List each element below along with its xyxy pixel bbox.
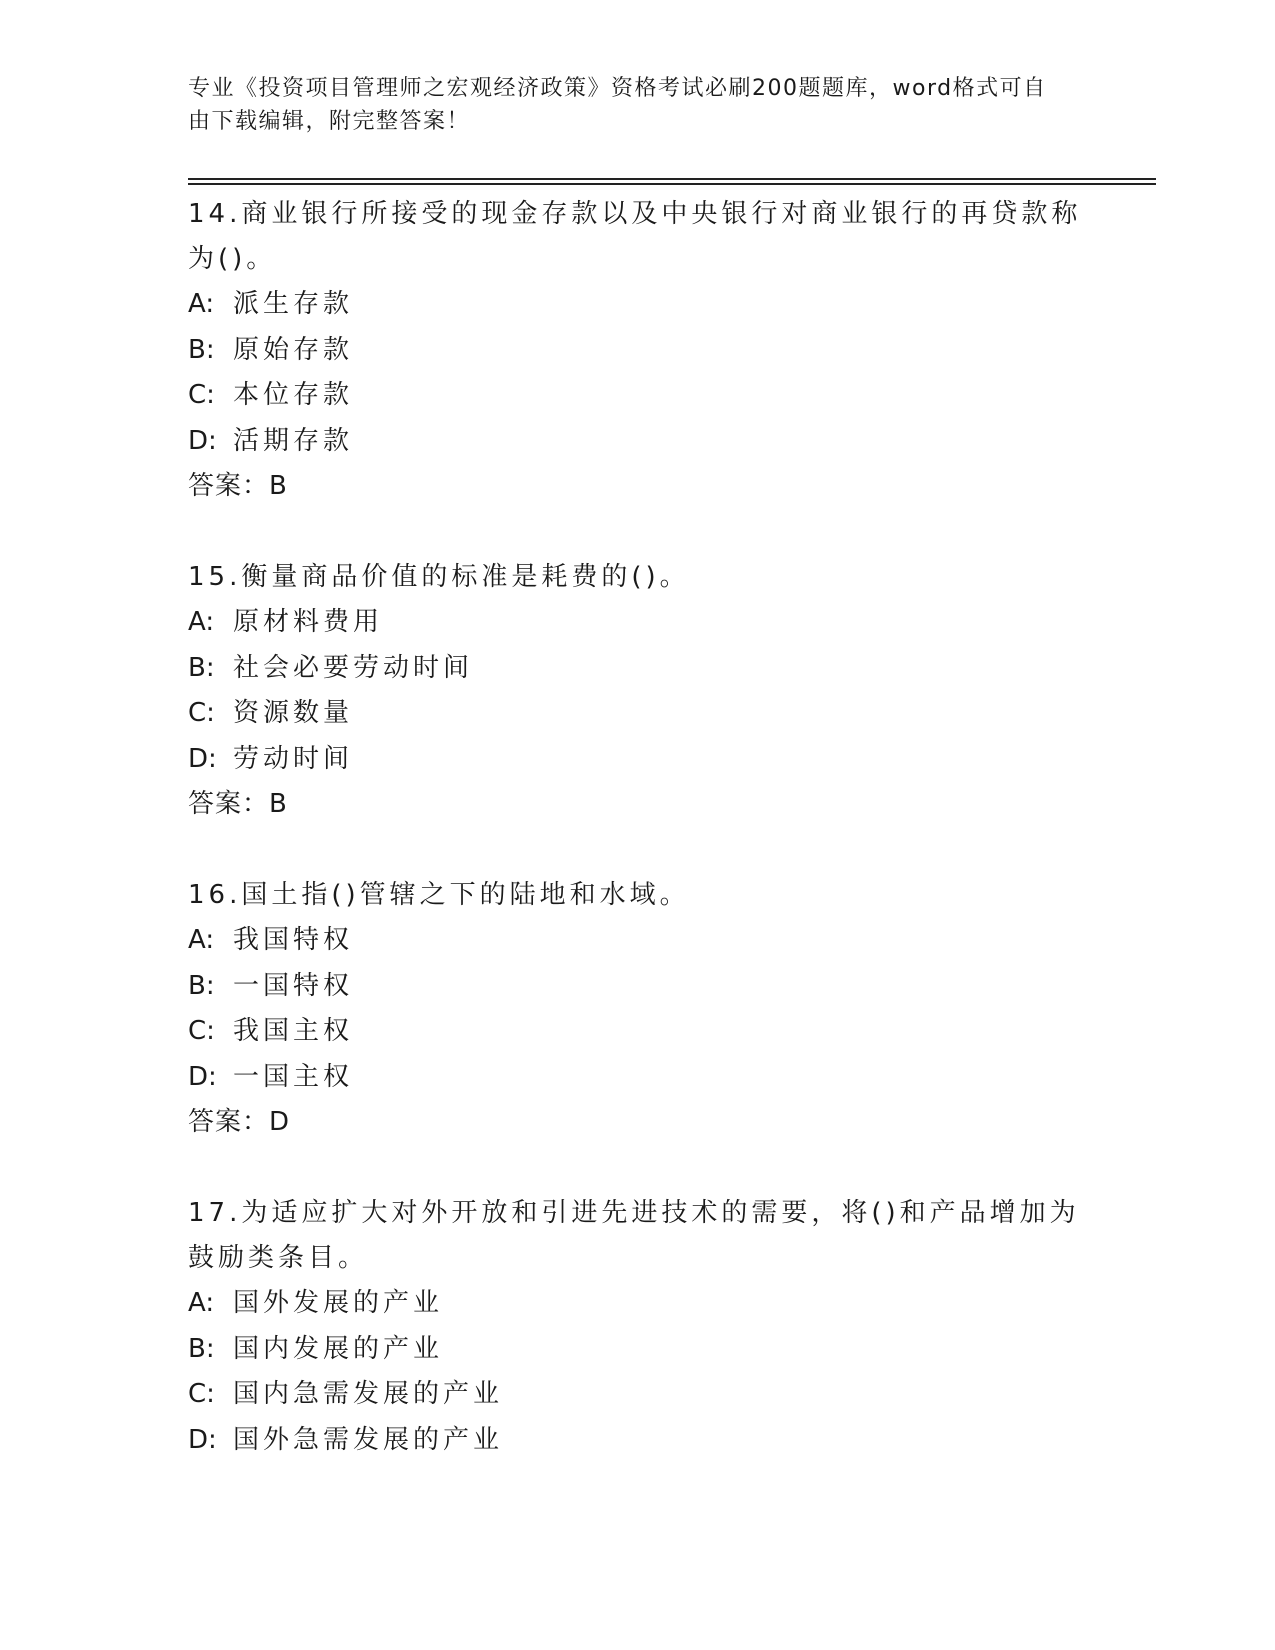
option-letter: C: bbox=[188, 698, 215, 728]
option-a bbox=[188, 282, 1088, 328]
answer-line: 答案：B bbox=[188, 471, 288, 501]
option-a bbox=[188, 918, 1088, 964]
answer-line: 答案：D bbox=[188, 1107, 291, 1137]
option-text: 本位存款 bbox=[233, 380, 354, 410]
option-letter: A: bbox=[188, 289, 215, 319]
document-header: 专业《投资项目管理师之宏观经济政策》资格考试必刷200题题库，word格式可自由下载编辑，附完整答案！ bbox=[188, 76, 1047, 134]
option-letter: D: bbox=[188, 1424, 217, 1455]
option-text: 我国特权 bbox=[233, 925, 354, 955]
question-14 bbox=[188, 192, 1088, 509]
option-a bbox=[188, 600, 1088, 646]
option-text: 劳动时间 bbox=[233, 743, 354, 774]
option-b bbox=[188, 1327, 1088, 1373]
option-a bbox=[188, 1281, 1088, 1327]
question-stem: 14.商业银行所接受的现金存款以及中央银行对商业银行的再贷款称为()。 bbox=[188, 199, 1082, 274]
option-text: 原材料费用 bbox=[233, 607, 384, 637]
question-stem: 15.衡量商品价值的标准是耗费的()。 bbox=[188, 562, 690, 592]
option-text: 国内发展的产业 bbox=[233, 1333, 444, 1364]
question-17 bbox=[188, 1191, 1088, 1463]
answer-line: 答案：B bbox=[188, 789, 288, 819]
option-c bbox=[188, 691, 1088, 737]
option-d bbox=[188, 737, 1088, 783]
question-list bbox=[188, 192, 1088, 1509]
question-stem: 16.国土指()管辖之下的陆地和水域。 bbox=[188, 880, 690, 910]
option-letter: C: bbox=[188, 1379, 215, 1409]
header-divider-bottom bbox=[188, 183, 1156, 185]
option-d bbox=[188, 419, 1088, 465]
option-b bbox=[188, 964, 1088, 1010]
option-letter: B: bbox=[188, 334, 215, 365]
option-d bbox=[188, 1055, 1088, 1101]
option-letter: D: bbox=[188, 743, 217, 774]
option-letter: C: bbox=[188, 380, 215, 410]
option-b bbox=[188, 328, 1088, 374]
option-c bbox=[188, 1009, 1088, 1055]
question-16 bbox=[188, 873, 1088, 1145]
option-text: 国外急需发展的产业 bbox=[233, 1424, 504, 1455]
option-text: 派生存款 bbox=[233, 289, 354, 319]
option-c bbox=[188, 373, 1088, 419]
question-stem: 17.为适应扩大对外开放和引进先进技术的需要，将()和产品增加为鼓励类条目。 bbox=[188, 1198, 1080, 1273]
option-text: 资源数量 bbox=[233, 698, 354, 728]
option-letter: C: bbox=[188, 1016, 215, 1046]
option-text: 我国主权 bbox=[233, 1016, 354, 1046]
option-letter: A: bbox=[188, 925, 215, 955]
option-letter: B: bbox=[188, 652, 215, 683]
option-text: 国内急需发展的产业 bbox=[233, 1379, 504, 1409]
option-letter: D: bbox=[188, 425, 217, 456]
option-letter: A: bbox=[188, 1288, 215, 1318]
option-c bbox=[188, 1372, 1088, 1418]
option-letter: B: bbox=[188, 970, 215, 1001]
option-letter: D: bbox=[188, 1061, 217, 1092]
option-text: 一国主权 bbox=[233, 1061, 354, 1092]
option-letter: B: bbox=[188, 1333, 215, 1364]
option-text: 一国特权 bbox=[233, 970, 354, 1001]
question-15 bbox=[188, 555, 1088, 827]
option-text: 原始存款 bbox=[233, 334, 354, 365]
option-letter: A: bbox=[188, 607, 215, 637]
option-text: 社会必要劳动时间 bbox=[233, 652, 474, 683]
header-divider-top bbox=[188, 178, 1156, 180]
option-d bbox=[188, 1418, 1088, 1464]
option-b bbox=[188, 646, 1088, 692]
option-text: 国外发展的产业 bbox=[233, 1288, 444, 1318]
option-text: 活期存款 bbox=[233, 425, 354, 456]
